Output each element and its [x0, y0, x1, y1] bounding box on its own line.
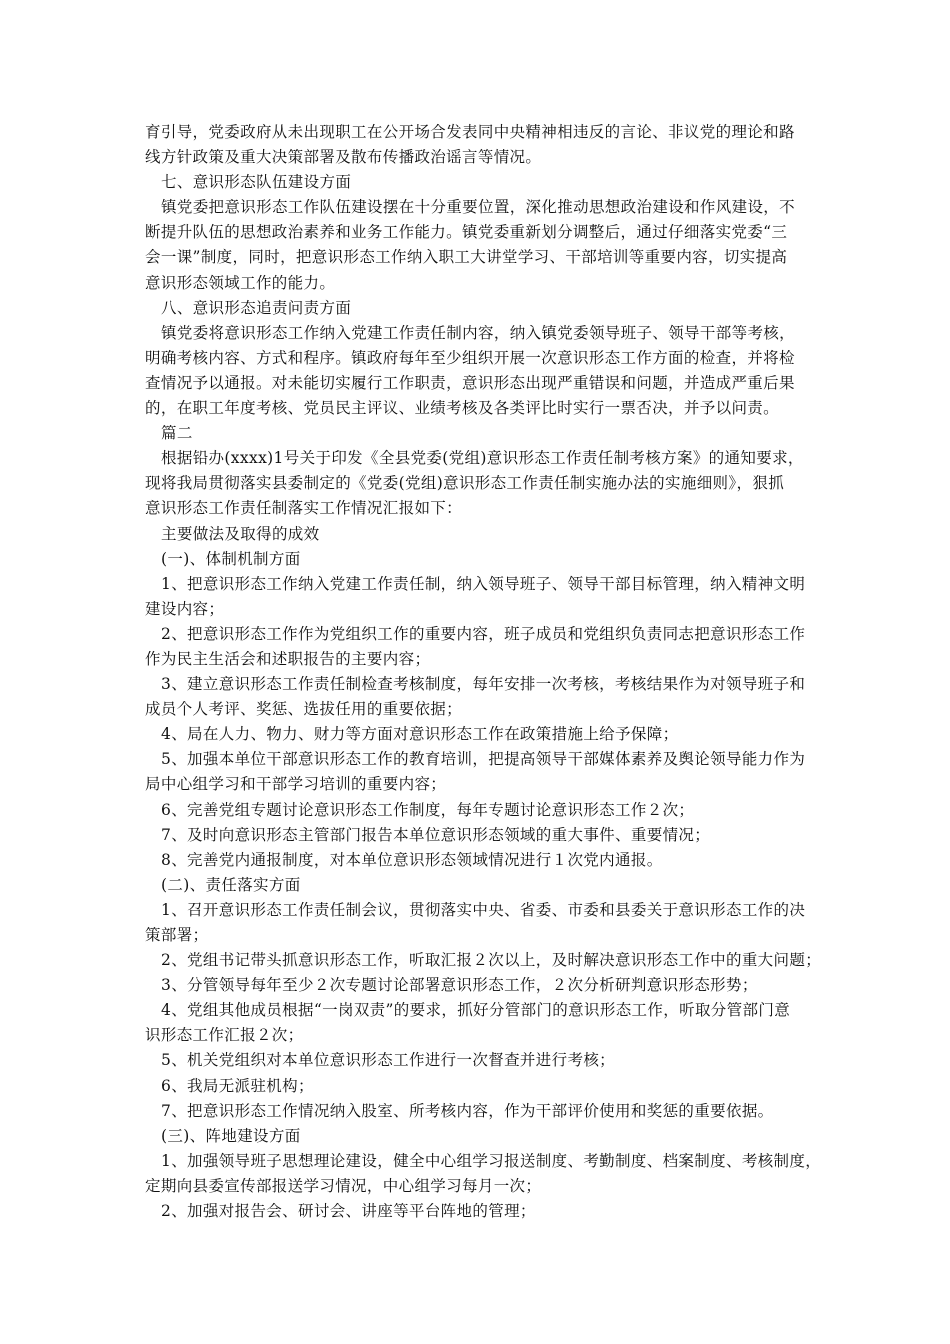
text-line: 6、我局无派驻机构； — [161, 1076, 314, 1095]
text-line: 线方针政策及重大决策部署及散布传播政治谣言等情况。 — [145, 148, 542, 167]
text-line: 2、党组书记带头抓意识形态工作，听取汇报２次以上，及时解决意识形态工作中的重大问题； — [161, 951, 822, 970]
document-body — [145, 120, 822, 1224]
text-line: (三)、阵地建设方面 — [161, 1126, 301, 1145]
text-line: 策部署； — [145, 926, 209, 944]
text-line: 意识形态领域工作的能力。 — [145, 273, 336, 292]
text-line: 七、意识形态队伍建设方面 — [161, 173, 352, 192]
text-line: (二)、责任落实方面 — [161, 875, 301, 894]
text-line: 5、加强本单位干部意识形态工作的教育培训，把提高领导干部媒体素养及舆论领导能力作为 — [161, 750, 806, 769]
text-line: 4、局在人力、物力、财力等方面对意识形态工作在政策措施上给予保障； — [161, 725, 679, 744]
text-line: 会一课”制度，同时，把意识形态工作纳入职工大讲堂学习、干部培训等重要内容，切实提高 — [145, 248, 788, 267]
text-line: 查情况予以通报。对未能切实履行工作职责，意识形态出现严重错误和问题，并造成严重后果 — [145, 373, 795, 392]
text-line: 镇党委把意识形态工作队伍建设摆在十分重要位置，深化推动思想政治建设和作风建设，不 — [161, 198, 796, 217]
text-line: 主要做法及取得的成效 — [161, 524, 320, 543]
text-line: 8、完善党内通报制度，对本单位意识形态领域情况进行１次党内通报。 — [161, 850, 663, 869]
text-line: 2、加强对报告会、研讨会、讲座等平台阵地的管理； — [161, 1202, 536, 1221]
text-line: 2、把意识形态工作作为党组织工作的重要内容，班子成员和党组织负责同志把意识形态工作 — [161, 624, 806, 643]
text-line: 3、建立意识形态工作责任制检查考核制度，每年安排一次考核，考核结果作为对领导班子和 — [161, 675, 806, 694]
text-line: 篇二 — [161, 424, 193, 443]
text-line: 断提升队伍的思想政治素养和业务工作能力。镇党委重新划分调整后，通过仔细落实党委“三 — [145, 223, 788, 242]
text-line: 局中心组学习和干部学习培训的重要内容； — [145, 775, 447, 794]
text-line: 7、及时向意识形态主管部门报告本单位意识形态领域的重大事件、重要情况； — [161, 825, 711, 844]
text-line: 八、意识形态追责问责方面 — [161, 298, 352, 317]
text-line: 7、把意识形态工作情况纳入股室、所考核内容，作为干部评价使用和奖惩的重要依据。 — [161, 1101, 774, 1120]
text-line: 4、党组其他成员根据“一岗双责”的要求，抓好分管部门的意识形态工作，听取分管部门意 — [161, 1001, 791, 1020]
text-line: 3、分管领导每年至少２次专题讨论部署意识形态工作，２次分析研判意识形态形势； — [161, 976, 758, 995]
text-line: 识形态工作汇报２次； — [145, 1026, 304, 1045]
text-line: 明确考核内容、方式和程序。镇政府每年至少组织开展一次意识形态工作方面的检查，并将检 — [145, 348, 795, 367]
text-line: 1、把意识形态工作纳入党建工作责任制，纳入领导班子、领导干部目标管理，纳入精神文明 — [161, 574, 806, 593]
text-line: 1、召开意识形态工作责任制会议，贯彻落实中央、省委、市委和县委关于意识形态工作的决 — [161, 900, 806, 919]
text-line: 意识形态工作责任制落实工作情况汇报如下： — [145, 499, 463, 518]
text-line: 镇党委将意识形态工作纳入党建工作责任制内容，纳入镇党委领导班子、领导干部等考核， — [161, 323, 796, 342]
text-line: 现将我局贯彻落实县委制定的《党委(党组)意识形态工作责任制实施办法的实施细则》，狠抓 — [145, 474, 785, 493]
text-line: 5、机关党组织对本单位意识形态工作进行一次督查并进行考核； — [161, 1051, 616, 1070]
text-line: 定期向县委宣传部报送学习情况，中心组学习每月一次； — [145, 1176, 542, 1195]
text-line: 根据铅办(xxxx)1号关于印发《全县党委(党组)意识形态工作责任制考核方案》的通知要求， — [161, 449, 804, 468]
text-line: 6、完善党组专题讨论意识形态工作制度，每年专题讨论意识形态工作２次； — [161, 800, 695, 819]
text-line: 的，在职工年度考核、党员民主评议、业绩考核及各类评比时实行一票否决，并予以问责。 — [145, 399, 780, 418]
text-line: 1、加强领导班子思想理论建设，健全中心组学习报送制度、考勤制度、档案制度、考核制度， — [161, 1151, 822, 1170]
text-line: (一)、体制机制方面 — [161, 549, 301, 568]
text-line: 作为民主生活会和述职报告的主要内容； — [145, 649, 431, 668]
text-line: 育引导，党委政府从未出现职工在公开场合发表同中央精神相违反的言论、非议党的理论和路 — [145, 123, 795, 141]
text-line: 建设内容； — [145, 599, 225, 618]
text-line: 成员个人考评、奖惩、选拔任用的重要依据； — [145, 700, 463, 719]
